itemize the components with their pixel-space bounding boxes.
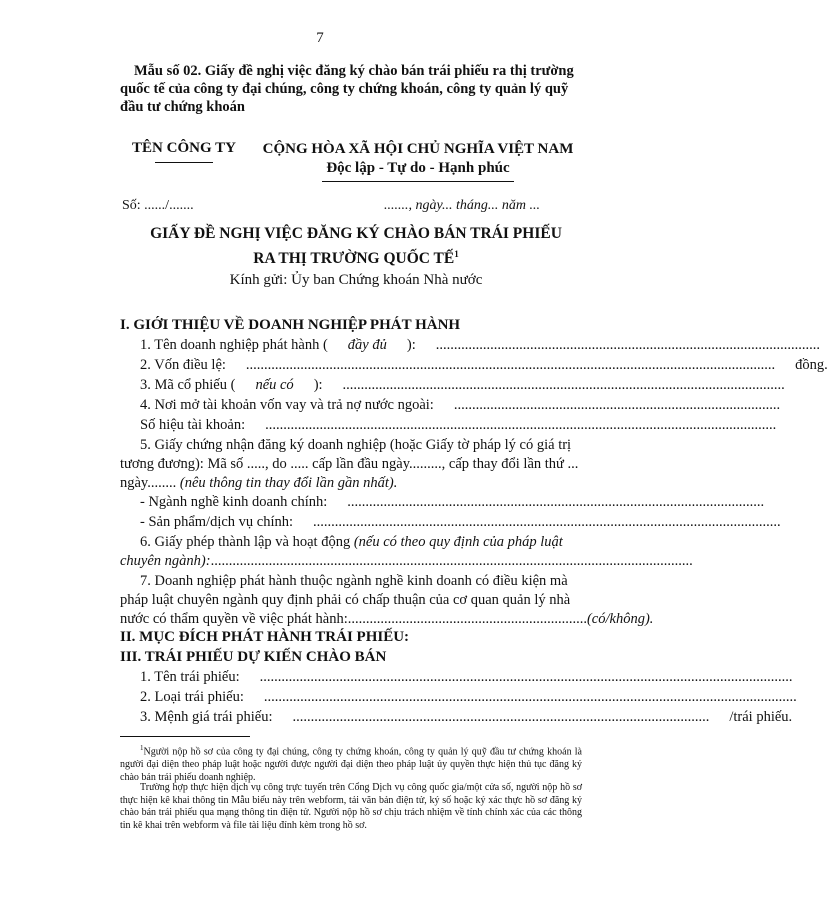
field-business-line bbox=[120, 493, 765, 512]
label: 2. Vốn điều lệ: bbox=[140, 357, 226, 373]
dotted-fill: ..................................................................................................................................... bbox=[210, 553, 693, 569]
dotted-fill: ............................................................................................................................................. bbox=[265, 417, 777, 433]
field-charter-capital bbox=[120, 356, 828, 375]
motto-underline bbox=[322, 181, 514, 182]
label: 6. Giấy phép thành lập và hoạt động bbox=[140, 534, 354, 550]
label: 3. Mã cổ phiếu ( bbox=[140, 377, 236, 393]
field-bond-type bbox=[120, 688, 797, 707]
section3-heading: III. TRÁI PHIẾU DỰ KIẾN CHÀO BÁN bbox=[120, 649, 387, 665]
national-name: CỘNG HÒA XÃ HỘI CHỦ NGHĨA VIỆT NAM bbox=[262, 141, 574, 157]
label-italic: (có/không). bbox=[586, 611, 654, 627]
national-motto: Độc lập - Tự do - Hạnh phúc bbox=[326, 160, 510, 176]
field-loan-account bbox=[120, 396, 781, 415]
reference-number: Số: ....../....... bbox=[122, 198, 194, 213]
footnote-separator bbox=[120, 736, 250, 737]
dotted-fill: ................................................................................................................... bbox=[347, 494, 765, 510]
field-bond-par-value bbox=[120, 708, 793, 727]
section1-heading: I. GIỚI THIỆU VỀ DOANH NGHIỆP PHÁT HÀNH bbox=[120, 317, 461, 333]
field-license-2 bbox=[120, 552, 693, 571]
label: 1. Tên doanh nghiệp phát hành ( bbox=[140, 337, 328, 353]
dotted-fill: .................................................................. bbox=[347, 611, 587, 627]
field-products bbox=[120, 513, 781, 532]
page-number: 7 bbox=[316, 30, 324, 46]
label: - Ngành nghề kinh doanh chính: bbox=[140, 494, 328, 510]
label: 4. Nơi mở tài khoản vốn vay và trả nợ nước ngoài: bbox=[140, 397, 434, 413]
dotted-fill: ................................................................................................................................................... bbox=[259, 669, 793, 685]
label: nước có thẩm quyền về việc phát hành: bbox=[120, 611, 348, 627]
section2-heading: II. MỤC ĐÍCH PHÁT HÀNH TRÁI PHIẾU: bbox=[120, 629, 410, 645]
document-title-line2 bbox=[120, 244, 592, 269]
dotted-fill: .......................................................................................................... bbox=[435, 337, 820, 353]
label: 1. Tên trái phiếu: bbox=[140, 669, 240, 685]
field-bond-name bbox=[120, 668, 793, 687]
label: 3. Mệnh giá trái phiếu: bbox=[140, 709, 273, 725]
label-italic: đầy đủ bbox=[347, 337, 387, 353]
dotted-fill: .......................................................................................... bbox=[453, 397, 781, 413]
field-business-registration-3 bbox=[120, 474, 582, 493]
field-conditional-business-2: pháp luật chuyên ngành quy định phải có chấp thuận của cơ quan quản lý nhà bbox=[120, 592, 571, 608]
label: ): bbox=[313, 377, 323, 393]
field-conditional-business-3 bbox=[120, 610, 654, 629]
dotted-fill: ................................................................................................................................. bbox=[313, 514, 781, 530]
field-stock-code bbox=[120, 376, 785, 395]
label: ngày........ bbox=[120, 475, 180, 491]
label: ): bbox=[406, 337, 416, 353]
field-business-registration-2: tương đương): Mã số ....., do ..... cấp lần đầu ngày........., cấp thay đổi lần thứ ... bbox=[120, 456, 579, 472]
recipient: Kính gửi: Ủy ban Chứng khoán Nhà nước bbox=[229, 272, 483, 288]
footnote-text: Người nộp hồ sơ của công ty đại chúng, công ty chứng khoán, công ty quản lý quỹ đầu tư chứng khoán là người đại diện theo pháp luật hoặc người được người đại diện theo pháp luật ủy quyền thực hiện thủ tục đăng ký chào bán trái phiếu doanh nghiệp. bbox=[120, 746, 582, 783]
field-account-number bbox=[120, 416, 777, 435]
dotted-fill: .......................................................................................................................... bbox=[342, 377, 785, 393]
company-underline bbox=[155, 162, 213, 163]
national-header bbox=[258, 140, 578, 178]
label-italic: (nếu có theo quy định của pháp luật bbox=[353, 534, 563, 550]
footnote-2: Trường hợp thực hiện dịch vụ công trực tuyến trên Cổng Dịch vụ công quốc gia/một cửa số, người nộp hồ sơ thực hiện kê khai thông tin Mẫu biểu này trên webform, tải văn bản điện tử, ký số hoặc ký xác thực hồ sơ đăng ký chào bán trái phiếu qua mạng thông tin điện tử. Người nộp hồ sơ chịu trách nhiệm về tính chính xác của các thông tin kê khai trên webform và file tài liệu đính kèm trong hồ sơ. bbox=[120, 782, 582, 831]
label-italic: (nêu thông tin thay đổi lần gần nhất). bbox=[179, 475, 398, 491]
label-italic: chuyên ngành): bbox=[120, 553, 211, 569]
dotted-fill: ................................................................................................................... bbox=[292, 709, 710, 725]
dotted-fill: ................................................................................................................................................... bbox=[263, 689, 797, 705]
field-issuer-name bbox=[120, 336, 820, 355]
field-business-registration-1: 5. Giấy chứng nhận đăng ký doanh nghiệp (hoặc Giấy tờ pháp lý có giá trị bbox=[140, 437, 572, 453]
document-title bbox=[120, 224, 592, 269]
label: - Sản phẩm/dịch vụ chính: bbox=[140, 514, 294, 530]
dotted-fill: .................................................................................................................................................. bbox=[245, 357, 776, 373]
document-title-text: RA THỊ TRƯỜNG QUỐC TẾ bbox=[253, 250, 455, 268]
document-title-line1: GIẤY ĐỀ NGHỊ VIỆC ĐĂNG KÝ CHÀO BÁN TRÁI PHIẾU bbox=[150, 225, 562, 242]
label: 2. Loại trái phiếu: bbox=[140, 689, 244, 705]
footnote-ref: 1 bbox=[454, 249, 459, 259]
field-conditional-business-1: 7. Doanh nghiệp phát hành thuộc ngành nghề kinh doanh có điều kiện mà bbox=[140, 573, 568, 589]
label-italic: nếu có bbox=[255, 377, 294, 393]
form-title: Mẫu số 02. Giấy đề nghị việc đăng ký chào bán trái phiếu ra thị trường quốc tế của công ty đại chúng, công ty chứng khoán, công ty quản lý quỹ đầu tư chứng khoán bbox=[120, 63, 574, 115]
unit: /trái phiếu. bbox=[729, 709, 793, 725]
footnote-mark: 1 bbox=[140, 744, 144, 752]
company-label: TÊN CÔNG TY bbox=[132, 140, 236, 156]
date-line: ......., ngày... tháng... năm ... bbox=[384, 198, 540, 213]
footnote-1 bbox=[120, 742, 582, 784]
label: Số hiệu tài khoản: bbox=[140, 417, 246, 433]
unit: đồng. bbox=[795, 357, 828, 373]
field-license-1 bbox=[120, 533, 582, 552]
